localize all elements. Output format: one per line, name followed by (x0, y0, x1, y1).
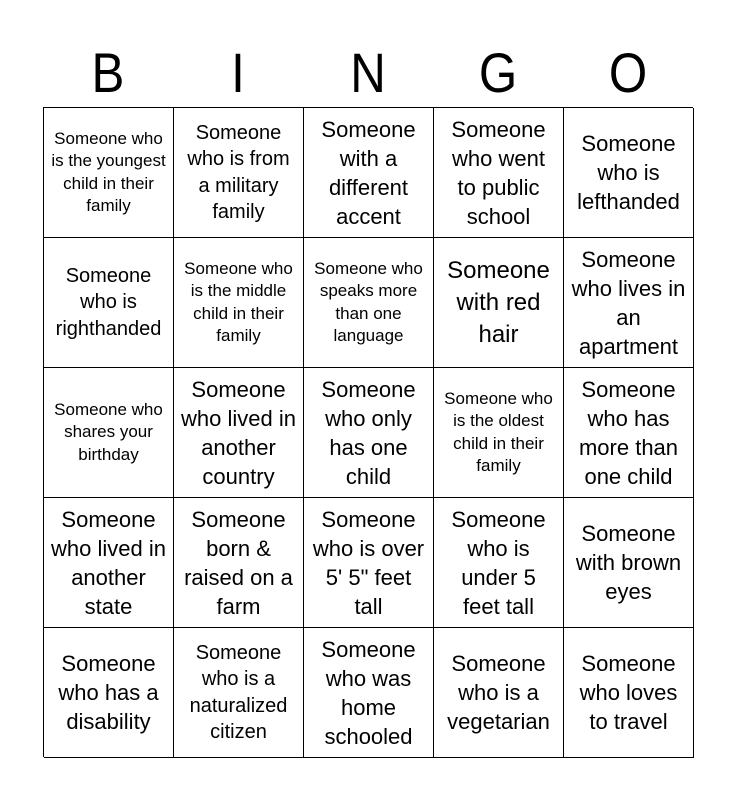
bingo-cell-r3-c2[interactable] (304, 498, 434, 628)
cell-text: Someone who only has one child (321, 376, 416, 489)
bingo-cell-r1-c0[interactable] (44, 238, 174, 368)
cell-text: Someone who is from a military family (187, 121, 290, 223)
cell-text: Someone who loves to travel (579, 651, 678, 734)
bingo-cell-r3-c0[interactable] (44, 498, 174, 628)
cell-text: Someone who is a vegetarian (447, 651, 550, 734)
cell-text: Someone who is the oldest child in their family (444, 388, 553, 475)
bingo-cell-r4-c3[interactable] (434, 628, 564, 758)
cell-text: Someone who lived in another country (181, 376, 296, 489)
bingo-cell-r1-c2[interactable] (304, 238, 434, 368)
header-letter-n: N (350, 41, 386, 104)
bingo-cell-r2-c2[interactable] (304, 368, 434, 498)
bingo-cell-r0-c0[interactable] (44, 108, 174, 238)
cell-text: Someone who is over 5' 5" feet tall (312, 506, 425, 619)
cell-text: Someone who went to public school (451, 116, 546, 229)
cell-text: Someone who has more than one child (578, 376, 679, 489)
cell-text: Someone who was home schooled (321, 636, 416, 749)
cell-text: Someone with a different accent (321, 116, 416, 229)
bingo-cell-r4-c2[interactable] (304, 628, 434, 758)
cell-text: Someone who is righthanded (55, 264, 162, 340)
cell-text: Someone who is lefthanded (577, 131, 680, 214)
header-letter-o: O (608, 41, 648, 104)
cell-text: Someone who is the youngest child in their family (51, 128, 166, 215)
cell-text: Someone with brown eyes (575, 521, 682, 604)
cell-text: Someone who shares your birthday (54, 399, 163, 464)
cell-text: Someone who is under 5 feet tall (451, 506, 546, 619)
cell-text: Someone who lived in another state (51, 506, 166, 619)
bingo-cell-r1-c1[interactable] (174, 238, 304, 368)
bingo-cell-r1-c4[interactable] (564, 238, 694, 368)
bingo-header (43, 40, 693, 106)
bingo-cell-r0-c3[interactable] (434, 108, 564, 238)
bingo-grid (43, 107, 693, 757)
bingo-cell-r4-c4[interactable] (564, 628, 694, 758)
cell-text: Someone who lives in an apartment (571, 246, 686, 359)
bingo-cell-r2-c3[interactable] (434, 368, 564, 498)
bingo-cell-r3-c4[interactable] (564, 498, 694, 628)
cell-text: Someone who speaks more than one language (314, 258, 423, 345)
cell-text: Someone who is the middle child in their family (184, 258, 293, 345)
cell-text: Someone who has a disability (58, 651, 159, 734)
bingo-cell-r2-c1[interactable] (174, 368, 304, 498)
bingo-cell-r2-c0[interactable] (44, 368, 174, 498)
header-letter-b: B (91, 41, 125, 104)
bingo-cell-r1-c3[interactable] (434, 238, 564, 368)
bingo-cell-r3-c3[interactable] (434, 498, 564, 628)
cell-text: Someone who is a naturalized citizen (189, 641, 288, 743)
bingo-cell-r0-c4[interactable] (564, 108, 694, 238)
cell-text: Someone with red hair (447, 256, 550, 348)
header-letter-g: G (478, 41, 518, 104)
bingo-cell-r0-c1[interactable] (174, 108, 304, 238)
header-letter-i: I (231, 41, 245, 104)
bingo-cell-r3-c1[interactable] (174, 498, 304, 628)
cell-text: Someone born & raised on a farm (184, 506, 293, 619)
bingo-cell-r4-c1[interactable] (174, 628, 304, 758)
bingo-cell-r0-c2[interactable] (304, 108, 434, 238)
bingo-cell-r2-c4[interactable] (564, 368, 694, 498)
bingo-cell-r4-c0[interactable] (44, 628, 174, 758)
